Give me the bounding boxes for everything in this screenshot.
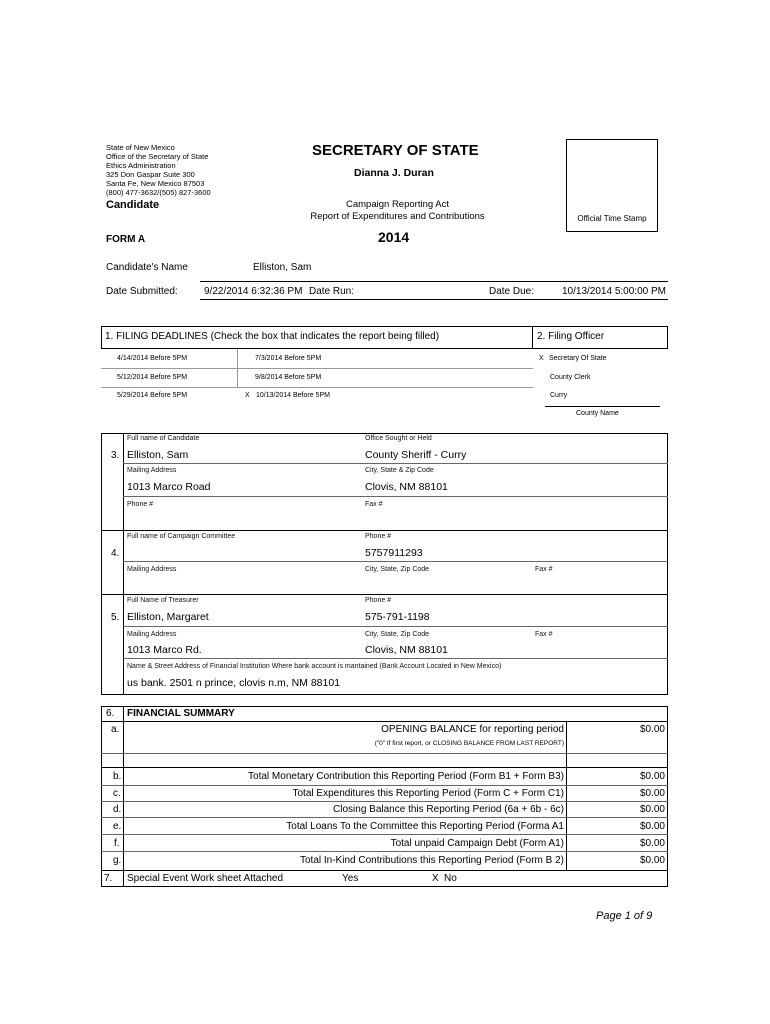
rule (123, 626, 668, 627)
row-label: OPENING BALANCE for reporting period (381, 724, 564, 735)
section-number: 7. (104, 873, 113, 884)
deadline-option[interactable]: 10/13/2014 Before 5PM (256, 392, 330, 399)
row-letter: g. (113, 855, 122, 866)
special-event-no[interactable]: No (444, 873, 457, 884)
bank-info[interactable]: us bank. 2501 n prince, clovis n.m, NM 88101 (127, 677, 341, 689)
candidate-heading: Candidate (106, 199, 160, 211)
row-amount[interactable]: $0.00 (639, 821, 665, 832)
field-label: Full name of Candidate (127, 435, 200, 442)
officer-checked-mark: X (539, 355, 544, 362)
page-title: SECRETARY OF STATE (312, 142, 479, 159)
page-number: Page 1 of 9 (596, 910, 653, 922)
rule (101, 801, 668, 802)
rule (101, 387, 533, 388)
candidate-mailing-address[interactable]: 1013 Marco Road (127, 481, 211, 493)
candidate-name-label: Candidate's Name (106, 262, 188, 273)
field-label: City, State, Zip Code (365, 566, 430, 573)
section-number: 4. (111, 548, 120, 559)
rule (200, 299, 668, 300)
field-label: Full Name of Treasurer (127, 597, 199, 604)
rule (101, 530, 668, 531)
rule (566, 721, 567, 871)
report-year: 2014 (378, 229, 410, 245)
deadline-option[interactable]: 9/8/2014 Before 5PM (255, 374, 322, 381)
row-amount[interactable]: $0.00 (639, 771, 665, 782)
special-event-label: Special Event Work sheet Attached (127, 873, 284, 884)
deadline-option[interactable]: 5/29/2014 Before 5PM (117, 392, 188, 399)
row-amount[interactable]: $0.00 (639, 804, 665, 815)
row-amount[interactable]: $0.00 (639, 855, 665, 866)
rule (545, 406, 660, 407)
field-label: Phone # (365, 597, 392, 604)
date-submitted-label: Date Submitted: (106, 286, 178, 297)
rule (101, 721, 668, 722)
rule (123, 496, 668, 497)
rule (101, 851, 668, 852)
financial-summary-title: FINANCIAL SUMMARY (127, 708, 235, 719)
agency-address (106, 143, 211, 197)
rule (101, 834, 668, 835)
special-event-yes[interactable]: Yes (342, 873, 359, 884)
rule (123, 706, 124, 887)
rule (101, 368, 533, 369)
special-event-no-mark: X (432, 873, 439, 884)
rule (123, 561, 668, 562)
opening-balance-note: ("0" If first report, or CLOSING BALANCE FROM LAST REPORT) (374, 740, 564, 747)
rule (101, 767, 668, 768)
officer-option[interactable]: County Clerk (550, 374, 591, 381)
field-label: Phone # (127, 501, 154, 508)
field-label: City, State & Zip Code (365, 467, 434, 474)
official-name: Dianna J. Duran (354, 167, 434, 179)
row-letter: a. (111, 724, 120, 735)
candidate-city-state-zip[interactable]: Clovis, NM 88101 (365, 481, 448, 493)
rule (123, 463, 668, 464)
row-amount[interactable]: $0.00 (639, 838, 665, 849)
deadlines-title: 1. FILING DEADLINES (Check the box that indicates the report being filled) (105, 331, 440, 342)
treasurer-phone[interactable]: 575-791-1198 (365, 611, 430, 623)
committee-phone[interactable]: 5757911293 (365, 547, 423, 559)
treasurer-city-state-zip[interactable]: Clovis, NM 88101 (365, 644, 448, 656)
filing-officer-title: 2. Filing Officer (537, 331, 605, 342)
treasurer-mailing-address[interactable]: 1013 Marco Rd. (127, 644, 202, 656)
deadline-option[interactable]: 7/3/2014 Before 5PM (255, 355, 322, 362)
field-label: City, State, Zip Code (365, 631, 430, 638)
field-label: Mailing Address (127, 566, 177, 573)
section-number: 6. (106, 708, 115, 719)
county-name-label: County Name (576, 410, 619, 417)
time-stamp-label: Official Time Stamp (577, 214, 647, 223)
row-label: Total Monetary Contribution this Reporting Period (Form B1 + Form B3) (248, 771, 564, 782)
rule (101, 785, 668, 786)
rule (532, 326, 533, 349)
agency-line: Office of the Secretary of State (106, 152, 209, 161)
row-letter: f. (114, 838, 120, 849)
row-amount[interactable]: $0.00 (639, 724, 665, 735)
county-value: Curry (550, 392, 568, 399)
field-label: Fax # (365, 501, 383, 508)
form-label: FORM A (106, 234, 146, 245)
report-name: Report of Expenditures and Contributions (310, 211, 485, 222)
row-amount[interactable]: $0.00 (639, 788, 665, 799)
section-number: 5. (111, 612, 120, 623)
deadline-checked-mark: X (245, 392, 250, 399)
field-label: Phone # (365, 533, 392, 540)
row-label: Closing Balance this Reporting Period (6a + 6b - 6c) (333, 804, 564, 815)
row-label: Total unpaid Campaign Debt (Form A1) (390, 838, 564, 849)
row-letter: d. (113, 804, 122, 815)
rule (101, 753, 668, 754)
agency-line: 325 Don Gaspar Suite 300 (106, 170, 195, 179)
candidate-full-name[interactable]: Elliston, Sam (127, 449, 189, 461)
row-letter: c. (113, 788, 121, 799)
treasurer-name[interactable]: Elliston, Margaret (127, 611, 209, 623)
field-label: Full name of Campaign Committee (127, 533, 236, 540)
row-label: Total Expenditures this Reporting Period (Form C + Form C1) (292, 788, 564, 799)
rule (237, 349, 238, 387)
field-label: Mailing Address (127, 467, 177, 474)
officer-option[interactable]: Secretary Of State (549, 355, 607, 362)
field-label: Name & Street Address of Financial Institution Where bank account is mantained (Bank Account Located in New Mexico) (127, 663, 502, 670)
section-number: 3. (111, 450, 120, 461)
field-label: Fax # (535, 631, 553, 638)
agency-line: State of New Mexico (106, 143, 175, 152)
row-label: Total Loans To the Committee this Reporting Period (Forma A1 (286, 821, 564, 832)
office-sought[interactable]: County Sheriff - Curry (365, 449, 467, 461)
rule (200, 281, 668, 282)
deadline-option[interactable]: 4/14/2014 Before 5PM (117, 355, 188, 362)
rule (123, 658, 668, 659)
rule (101, 594, 668, 595)
row-letter: b. (113, 771, 122, 782)
row-label: Total In-Kind Contributions this Reporting Period (Form B 2) (299, 855, 564, 866)
date-due-label: Date Due: (489, 286, 535, 297)
agency-line: (800) 477-3632/(505) 827-3600 (106, 188, 211, 197)
field-label: Mailing Address (127, 631, 177, 638)
field-label: Office Sought or Held (365, 435, 432, 442)
act-name: Campaign Reporting Act (346, 199, 449, 210)
agency-line: Santa Fe, New Mexico 87503 (106, 179, 205, 188)
date-run-label: Date Run: (309, 286, 355, 297)
date-submitted-value: 9/22/2014 6:32:36 PM (204, 286, 303, 297)
agency-line: Ethics Administration (106, 161, 176, 170)
field-label: Fax # (535, 566, 553, 573)
rule (101, 870, 668, 871)
rule (123, 433, 124, 695)
date-due-value: 10/13/2014 5:00:00 PM (562, 286, 666, 297)
deadline-option[interactable]: 5/12/2014 Before 5PM (117, 374, 188, 381)
candidate-name-value: Elliston, Sam (253, 262, 312, 273)
rule (101, 817, 668, 818)
row-letter: e. (113, 821, 122, 832)
